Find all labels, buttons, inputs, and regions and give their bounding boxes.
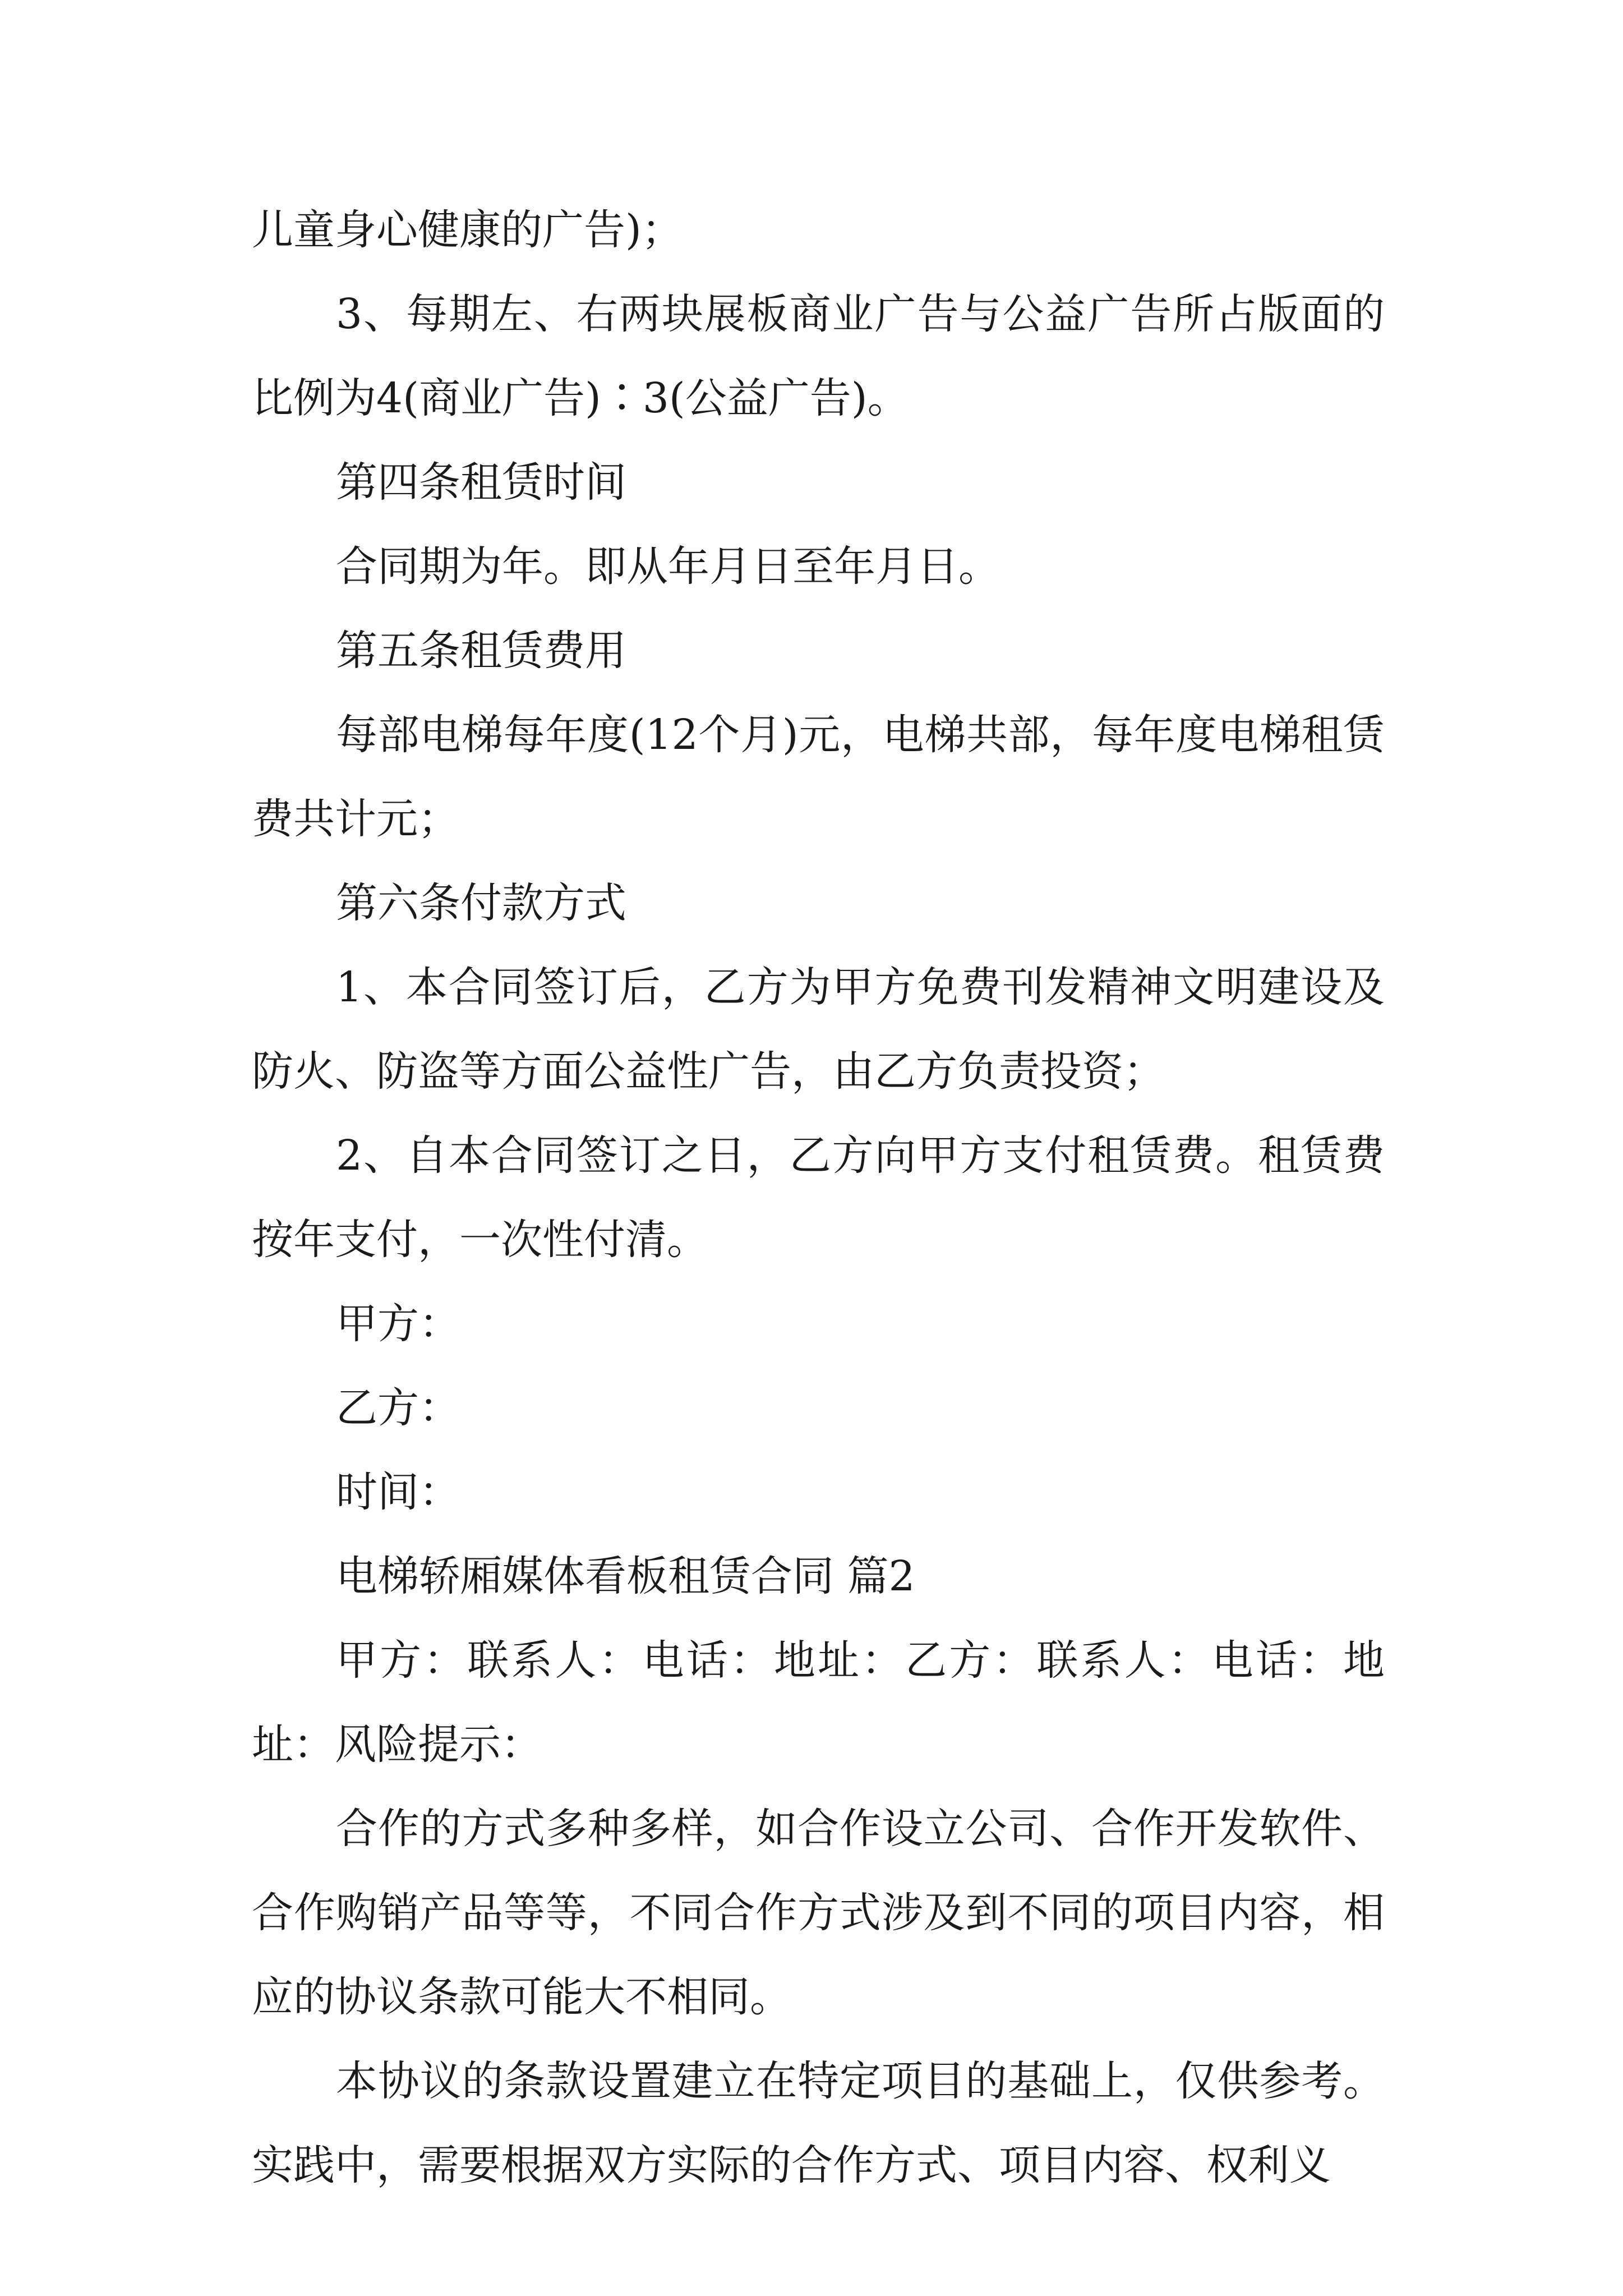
paragraph-clause-3: 3、每期左、右两块展板商业广告与公益广告所占版面的比例为4(商业广告)∶3(公益广告)。 xyxy=(252,290,1385,422)
paragraph-term: 合同期为年。即从年月日至年月日。 xyxy=(336,542,1000,591)
paragraph-payment-1: 1、本合同签订后，乙方为甲方免费刊发精神文明建设及防火、防盗等方面公益性广告，由乙方负责投资； xyxy=(252,963,1385,1096)
signature-party-a: 甲方： xyxy=(336,1300,460,1348)
heading-article-5: 第五条租赁费用 xyxy=(336,627,626,675)
heading-article-6: 第六条付款方式 xyxy=(336,879,626,927)
paragraph-payment-2: 2、自本合同签订之日，乙方向甲方支付租赁费。租赁费按年支付，一次性付清。 xyxy=(252,1131,1385,1264)
paragraph-fee: 每部电梯每年度(12个月)元，电梯共部，每年度电梯租赁费共计元； xyxy=(252,711,1385,843)
document-body xyxy=(252,188,1385,2207)
paragraph-cooperation: 合作的方式多种多样，如合作设立公司、合作开发软件、合作购销产品等等，不同合作方式涉及到不同的项目内容，相应的协议条款可能大不相同。 xyxy=(252,1805,1385,2021)
signature-date: 时间： xyxy=(336,1468,460,1516)
paragraph-reference-note: 本协议的条款设置建立在特定项目的基础上，仅供参考。实践中，需要根据双方实际的合作方式、项目内容、权利义 xyxy=(252,2057,1385,2189)
signature-party-b: 乙方： xyxy=(336,1384,460,1432)
section-title: 电梯轿厢媒体看板租赁合同 篇2 xyxy=(336,1552,915,1600)
paragraph-parties: 甲方：联系人：电话：地址：乙方：联系人：电话：地址：风险提示： xyxy=(252,1636,1385,1769)
heading-article-4: 第四条租赁时间 xyxy=(336,458,626,507)
paragraph-continuation: 儿童身心健康的广告)； xyxy=(252,206,683,254)
